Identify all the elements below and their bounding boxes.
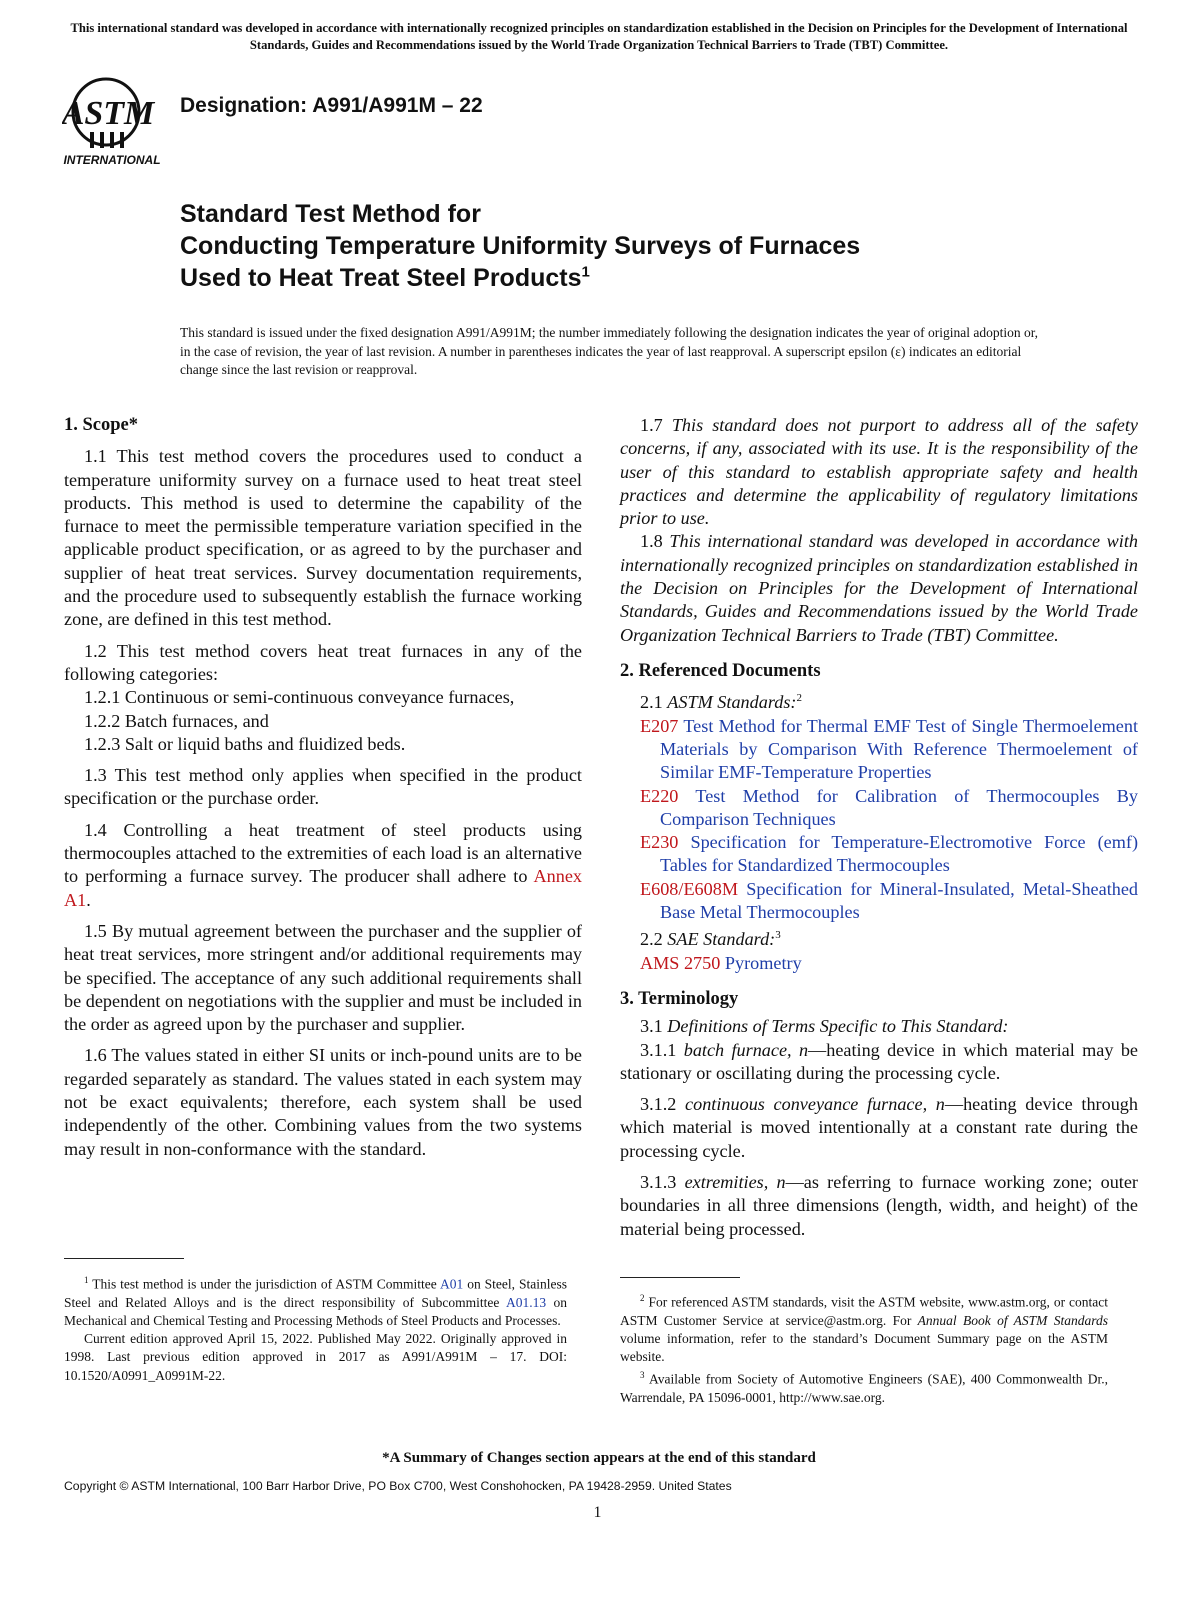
issue-note: This standard is issued under the fixed designation A991/A991M; the number immediately following the designation indicates the year of original adoption or, in the case of revision, the year of last revision. A number in parentheses indicates the year of last reapproval. A superscript epsilon (ε) indicates an editorial change since the last revision or reapproval.: [180, 325, 1039, 377]
document-title: [180, 198, 1080, 294]
term-definition: —heating device in which material may be stationary or oscillating during the processing cycle.: [620, 1039, 1138, 1083]
para-3-1-num: 3.1: [640, 1016, 663, 1037]
term-name: batch furnace, n: [683, 1039, 809, 1060]
astm-label-text: ASTM Standards:: [667, 692, 797, 713]
term-num: 3.1.2: [640, 1094, 677, 1115]
para-1-2: 1.2 This test method covers heat treat furnaces in any of the following categories:: [64, 640, 582, 684]
para-1-2-2: 1.2.2 Batch furnaces, and: [84, 710, 269, 731]
wto-notice: This international standard was developed in accordance with internationally recognized principles on standardization established in the Decision on Principles for the Development of International Standards, Guides and Recommendations issued by the World Trade Organization Technical Barriers to Trade (TBT) Committee.: [70, 21, 1128, 52]
right-column: [620, 414, 1138, 1241]
para-1-6: 1.6 The values stated in either SI units or inch-pound units are to be regarded separately as standard. The values stated in each system may not be exact equivalents; therefore, each system shall be used independently of the other. Combining values from the two systems may result in non-conformance with the standard.: [64, 1045, 582, 1159]
footnote-2-text-a: For referenced ASTM standards, visit the ASTM website, www.astm.org, or contact ASTM Customer Service at service@astm.org. For: [620, 1294, 1109, 1328]
footnote-1-text-b: on Steel, Stainless Steel and Related Alloys and is the direct responsibility of Subcommittee: [64, 1276, 567, 1310]
term-definition: —as referring to furnace working zone; outer boundaries in all three dimensions (length, width, and height) of the material being processed.: [620, 1172, 1138, 1239]
sae-reference-title[interactable]: Pyrometry: [724, 952, 802, 973]
sae-label-text: SAE Standard:: [667, 929, 776, 950]
astm-label-num: 2.1: [640, 692, 663, 713]
reference-item[interactable]: [640, 715, 1138, 785]
scope-heading: 1. Scope*: [64, 415, 138, 435]
footnote-3-text: Available from Society of Automotive Engineers (SAE), 400 Commonwealth Dr., Warrendale, PA 15096-0001, http://www.sae.org.: [620, 1371, 1108, 1406]
term-batch-furnace: [620, 1039, 1138, 1086]
footnote-3-mark: 3: [640, 1370, 645, 1381]
term-name: continuous conveyance furnace, n: [685, 1094, 945, 1115]
term-definition: —heating device through which material is moved intentionally at a constant rate during the processing cycle.: [620, 1094, 1138, 1161]
sae-standard-label: [620, 924, 1138, 951]
para-1-4-text: 1.4 Controlling a heat treatment of steel products using thermocouples attached to the extremities of each load is an alternative to performing a furnace survey. The producer shall adhere to: [64, 819, 582, 887]
copyright: Copyright © ASTM International, 100 Barr Harbor Drive, PO Box C700, West Conshohocken, PA 19428-2959. United States: [64, 1479, 732, 1493]
reference-code[interactable]: E220: [640, 785, 679, 806]
astm-logo: [62, 72, 170, 170]
para-1-7-text: This standard does not purport to address all of the safety concerns, if any, associated with its use. It is the responsibility of the user of this standard to establish appropriate safety and health practices and determine the applicability of regulatory limitations prior to use.: [620, 415, 1139, 529]
para-1-7: [620, 414, 1138, 530]
designation: Designation: A991/A991M – 22: [180, 94, 483, 117]
sae-label-num: 2.2: [640, 929, 663, 950]
annex-a1-link[interactable]: Annex A1: [64, 866, 582, 910]
para-1-2-3: 1.2.3 Salt or liquid baths and fluidized beds.: [84, 733, 406, 754]
term-continuous-conveyance-furnace: [620, 1093, 1138, 1163]
title-line-1: Standard Test Method for: [180, 200, 481, 228]
astm-reference-list: [620, 715, 1138, 925]
para-3-1: [620, 1015, 1138, 1038]
footnote-3: [620, 1366, 1108, 1407]
logo-brand: ASTM: [62, 95, 155, 132]
footnotes-right: [620, 1289, 1108, 1407]
term-extremities: [620, 1171, 1138, 1241]
footnote-1: [64, 1271, 567, 1385]
astm-footnote-mark: 2: [796, 692, 802, 705]
astm-standards-label: [620, 687, 1138, 714]
footnote-1-text-c: on Mechanical and Chemical Testing and Processing Methods of Steel Products and Processes.: [64, 1294, 567, 1328]
para-1-3: 1.3 This test method only applies when specified in the product specification or the purchase order.: [64, 765, 582, 809]
footnote-rule-right: [620, 1277, 740, 1278]
reference-item[interactable]: [640, 831, 1138, 878]
reference-code[interactable]: E608/E608M: [640, 878, 739, 899]
para-3-1-text: Definitions of Terms Specific to This Standard:: [667, 1016, 1009, 1037]
committee-a01-link[interactable]: A01: [440, 1276, 464, 1292]
title-footnote-mark: 1: [581, 263, 590, 281]
para-1-4-end: .: [86, 889, 91, 910]
para-1-2-1: 1.2.1 Continuous or semi-continuous conveyance furnaces,: [84, 687, 515, 708]
title-line-3: Used to Heat Treat Steel Products: [180, 264, 582, 292]
term-num: 3.1.3: [640, 1172, 677, 1193]
footnote-2-italic: Annual Book of ASTM Standards: [917, 1312, 1108, 1328]
footnote-2-mark: 2: [640, 1293, 645, 1303]
para-1-8: [620, 530, 1138, 646]
reference-item[interactable]: [640, 785, 1138, 832]
footnote-rule-left: [64, 1258, 184, 1259]
references-heading: 2. Referenced Documents: [620, 660, 821, 681]
term-name: extremities, n: [684, 1172, 786, 1193]
para-1-1: 1.1 This test method covers the procedures used to conduct a temperature uniformity survey on a furnace used to heat treat steel products. This method is used to determine the capability of the furnace to meet the permissible temperature variation specified in the applicable product specification, or as agreed to by the purchaser and supplier of heat treat services. Survey documentation requirements, and the procedure used to subsequently establish the furnace working zone, are defined in this test method.: [64, 446, 582, 630]
para-1-4: [64, 819, 582, 912]
footnote-1-text-a: This test method is under the jurisdiction of ASTM Committee: [92, 1276, 440, 1292]
footnote-2-text-b: volume information, refer to the standard’s Document Summary page on the ASTM website.: [620, 1330, 1108, 1365]
footnote-1-mark: 1: [84, 1275, 89, 1285]
terminology-heading: 3. Terminology: [620, 988, 739, 1009]
term-num: 3.1.1: [640, 1039, 677, 1060]
para-1-5: 1.5 By mutual agreement between the purchaser and the supplier of heat treat services, more stringent and/or additional requirements may be specified. The acceptance of any such additional requirements shall be dependent on negotiations with the supplier and must be included in the order as agreed upon by the purchaser and supplier.: [64, 920, 582, 1035]
para-1-8-num: 1.8: [640, 531, 663, 552]
reference-title[interactable]: Specification for Temperature-Electromotive Force (emf) Tables for Standardized Thermocouples: [660, 832, 1139, 876]
subcommittee-a01-13-link[interactable]: A01.13: [505, 1294, 547, 1310]
footnote-2: [620, 1289, 1108, 1366]
reference-title[interactable]: Test Method for Calibration of Thermocouples By Comparison Techniques: [660, 785, 1138, 829]
footnote-1-edition: Current edition approved April 15, 2022. Published May 2022. Originally approved in 1998. Last previous edition approved in 2017 as A991/A991M – 17. DOI: 10.1520/A0991_A0991M-22.: [64, 1331, 567, 1383]
reference-code[interactable]: E230: [640, 832, 679, 853]
para-1-8-text: This international standard was developed in accordance with internationally recognized principles on standardization established in the Decision on Principles for the Development of International Standards, Guides and Recommendations issued by the World Trade Organization Technical Barriers to Trade (TBT) Committee.: [620, 531, 1139, 645]
reference-title[interactable]: Test Method for Thermal EMF Test of Single Thermoelement Materials by Comparison With Reference Thermoelement of Similar EMF-Temperature Properties: [660, 715, 1139, 783]
logo-subtext: INTERNATIONAL: [63, 153, 161, 167]
sae-footnote-mark: 3: [775, 929, 781, 942]
page-number: 1: [593, 1504, 602, 1521]
sae-reference-item[interactable]: [620, 952, 1138, 975]
left-column: [64, 414, 582, 1161]
reference-title[interactable]: Specification for Mineral-Insulated, Metal-Sheathed Base Metal Thermocouples: [660, 878, 1139, 922]
title-line-2: Conducting Temperature Uniformity Surveys of Furnaces: [180, 232, 861, 260]
summary-of-changes-note: *A Summary of Changes section appears at the end of this standard: [382, 1450, 816, 1466]
sae-reference-code[interactable]: AMS 2750: [640, 952, 721, 973]
para-1-7-num: 1.7: [640, 415, 663, 435]
reference-code[interactable]: E207: [640, 715, 679, 736]
reference-item[interactable]: [640, 878, 1138, 925]
